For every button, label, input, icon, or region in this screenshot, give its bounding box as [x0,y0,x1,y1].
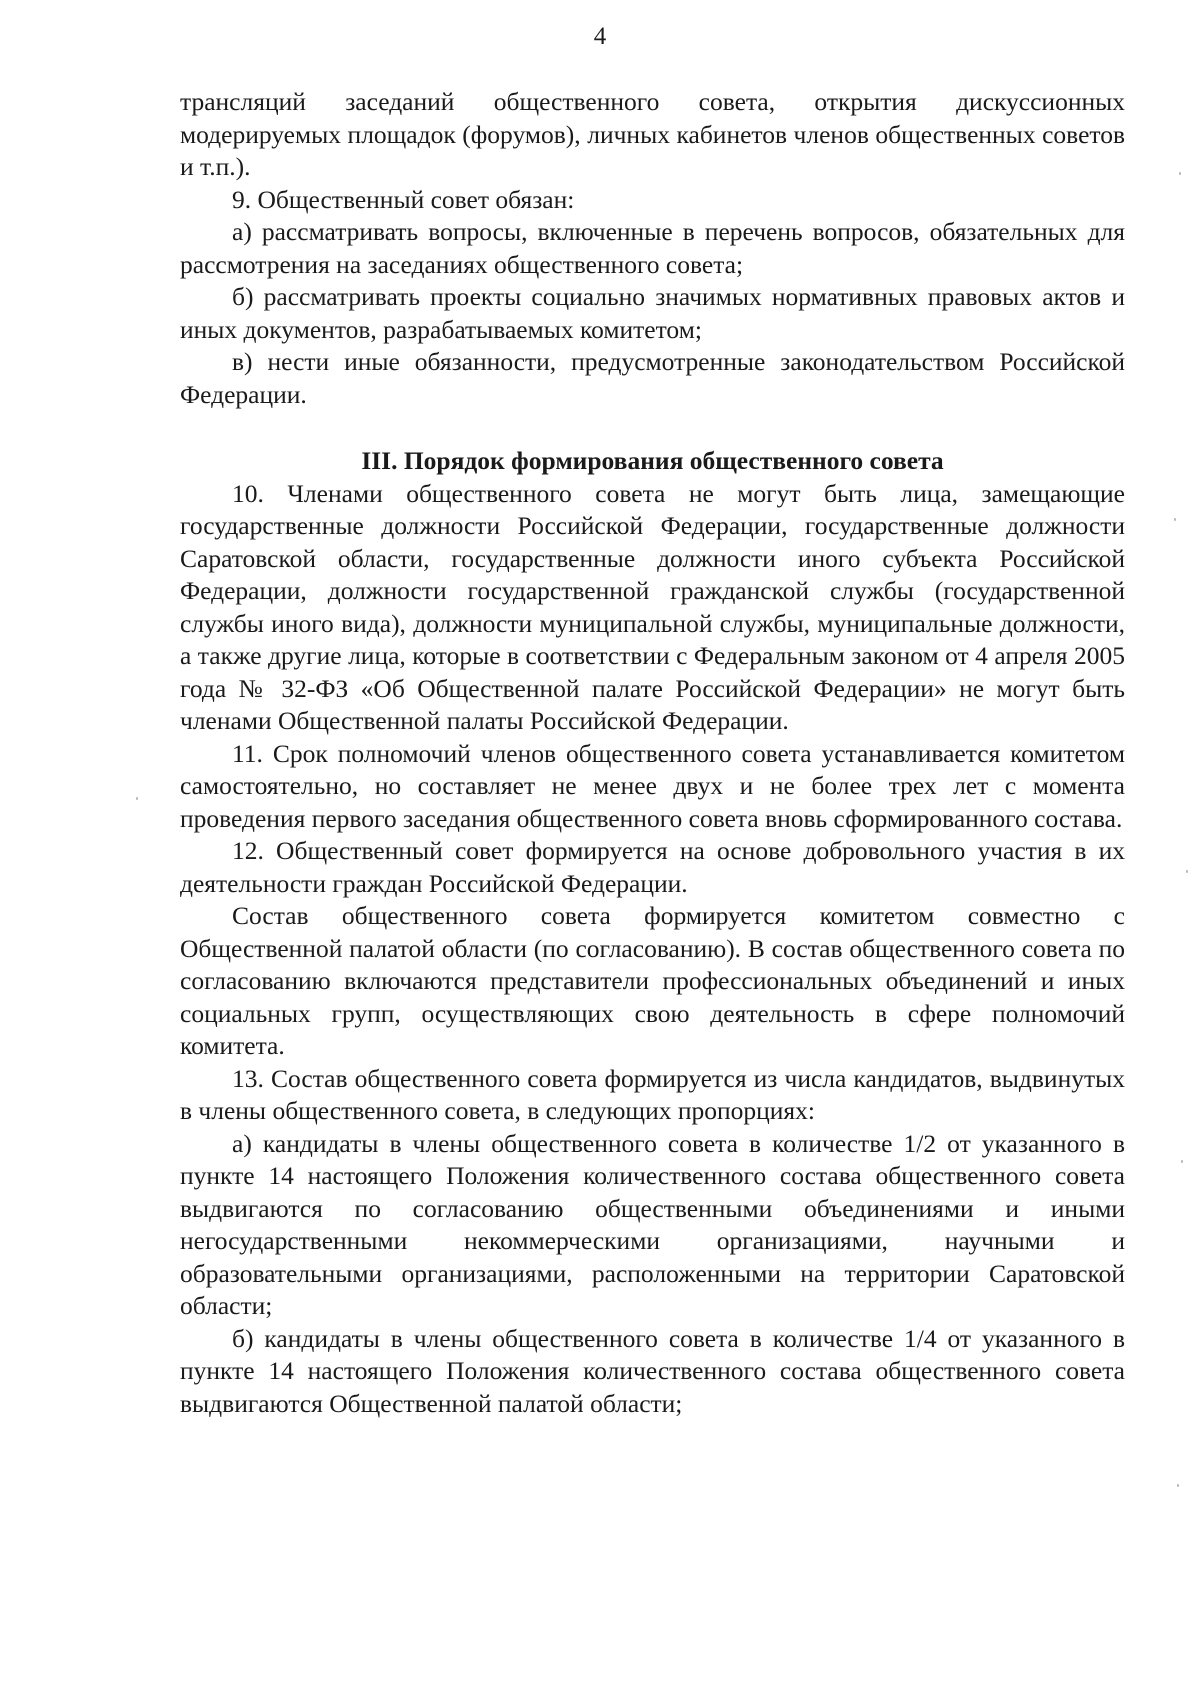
scan-speck [1179,172,1181,175]
paragraph: 9. Общественный совет обязан: [232,184,575,214]
scan-speck [1177,1484,1179,1487]
paragraph: 10. Членами общественного совета не могут быть лица, замещающие государственные должности Российской Федерации, государственные должности Саратовской области, государственные должности иного субъекта Российской Федерации, должности государственной гражданской службы (государственной службы иного вида), должности муниципальной службы, муниципальные должности, а также другие лица, которые в соответствии с Федеральным законом от 4 апреля 2005 года № 32-ФЗ «Об Общественной палате Российской Федерации» не могут быть членами Общественной палаты Российской Федерации. [180,478,1125,735]
paragraph: 11. Срок полномочий членов общественного совета устанавливается комитетом самостоятельно, но составляет не менее двух и не более трех лет с момента проведения первого заседания общественного совета вновь сформированного состава. [180,738,1125,833]
paragraph: 13. Состав общественного совета формируется из числа кандидатов, выдвинутых в члены общественного совета, в следующих пропорциях: [180,1063,1125,1125]
paragraph: б) кандидаты в члены общественного совета в количестве 1/4 от указанного в пункте 14 настоящего Положения количественного состава общественного совета выдвигаются Общественной палатой области; [180,1323,1125,1418]
paragraph: б) рассматривать проекты социально значимых нормативных правовых актов и иных документов, разрабатываемых комитетом; [180,282,1125,344]
section-heading: III. Порядок формирования общественного совета [361,446,944,475]
paragraph: а) кандидаты в члены общественного совета в количестве 1/2 от указанного в пункте 14 настоящего Положения количественного состава общественного совета выдвигаются по согласованию общественными объединениями и иными негосударственными некоммерческими организациями, научными и образовательными организациями, расположенными на территории Саратовской области; [180,1128,1125,1320]
paragraph: в) нести иные обязанности, предусмотренные законодательством Российской Федерации. [180,347,1125,409]
paragraph: а) рассматривать вопросы, включенные в перечень вопросов, обязательных для рассмотрения на заседаниях общественного совета; [180,217,1125,279]
paragraph: 12. Общественный совет формируется на основе добровольного участия в их деятельности граждан Российской Федерации. [180,836,1125,898]
document-body [180,86,1125,1420]
paragraph: трансляций заседаний общественного совета, открытия дискуссионных модерируемых площадок (форумов), личных кабинетов членов общественных советов и т.п.). [180,87,1125,181]
scan-speck [1174,518,1176,521]
scan-speck [1181,1160,1183,1163]
page-number: 4 [593,23,607,50]
scan-speck [1186,870,1188,873]
paragraph: Состав общественного совета формируется комитетом совместно с Общественной палатой области (по согласованию). В состав общественного совета по согласованию включаются представители профессиональных объединений и иных социальных групп, осуществляющих свою деятельность в сфере полномочий комитета. [180,901,1125,1060]
scan-speck [136,797,138,800]
